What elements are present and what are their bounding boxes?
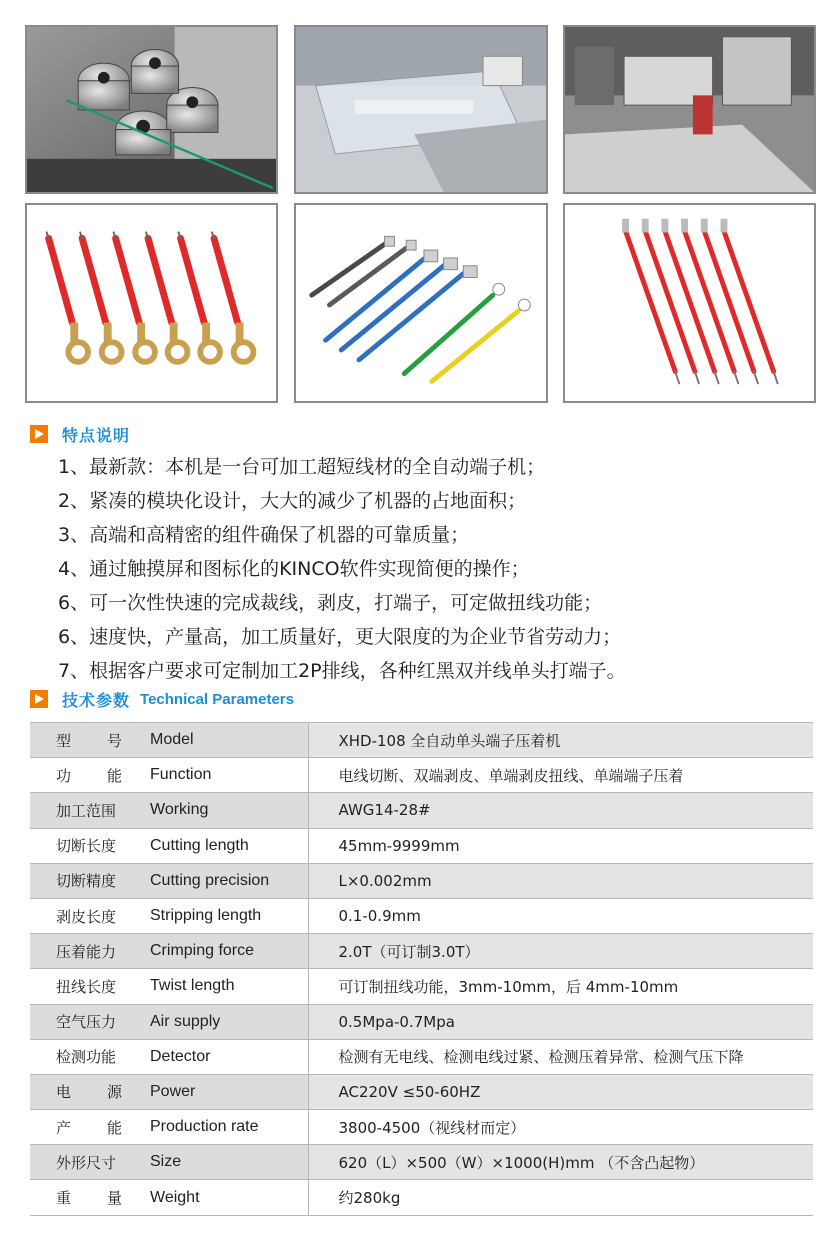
param-label-en: Size [150,1145,308,1180]
param-label-en: Detector [150,1039,308,1074]
params-heading [30,688,294,710]
features-heading [30,423,130,445]
table-row [30,828,813,863]
param-label-zh [30,723,150,758]
red-wire-pin-terminal-samples [563,203,816,403]
param-label-text: 检测功能 [56,1048,117,1067]
param-label-text: 加工范围 [56,801,117,820]
table-row [30,758,813,793]
feature-item: 3、高端和高精密的组件确保了机器的可靠质量； [58,524,470,546]
param-label-zh [30,1110,150,1145]
table-row [30,1110,813,1145]
table-row [30,898,813,933]
param-value: 45mm-9999mm [308,828,813,863]
feature-item: 2、紧凑的模块化设计，大大的减少了机器的占地面积； [58,490,527,512]
param-label-text: 切断精度 [56,872,117,891]
param-value: 可订制扭线功能，3mm-10mm，后 4mm-10mm [308,969,813,1004]
table-row [30,863,813,898]
crimping-unit-photo [563,25,816,194]
param-label-char: 型 [56,731,72,750]
param-label-char: 能 [106,766,122,785]
param-label-en: Cutting precision [150,863,308,898]
table-row [30,1074,813,1109]
param-label-zh [30,1004,150,1039]
param-label-text: 外形尺寸 [56,1153,117,1172]
mixed-wire-terminal-samples [294,203,548,403]
param-label-zh [30,898,150,933]
param-label-zh [30,969,150,1004]
param-label-char: 功 [56,766,72,785]
param-value: 3800-4500（视线材而定） [308,1110,813,1145]
table-row [30,1039,813,1074]
param-label-text: 空气压力 [56,1013,117,1032]
param-value: 2.0T（可订制3.0T） [308,934,813,969]
param-label-zh [30,934,150,969]
red-wire-ring-terminal-samples [25,203,278,403]
features-title: 特点说明 [62,425,131,445]
play-arrow-icon [30,425,48,443]
param-label-en: Production rate [150,1110,308,1145]
table-row [30,969,813,1004]
param-label-char: 量 [106,1189,122,1208]
param-label-zh [30,863,150,898]
param-label-en: Function [150,758,308,793]
param-value: 电线切断、双端剥皮、单端剥皮扭线、单端端子压着 [308,758,813,793]
param-label-zh [30,828,150,863]
params-title: 技术参数 [62,690,131,710]
params-subtitle: Technical Parameters [140,690,294,708]
param-label-zh [30,793,150,828]
param-label-char: 号 [106,731,122,750]
cutting-unit-photo [294,25,548,194]
param-label-en: Model [150,723,308,758]
feature-item: 6、可一次性快速的完成裁线，剥皮，打端子，可定做扭线功能； [58,592,603,614]
param-label-char: 产 [56,1118,72,1137]
param-label-zh [30,1074,150,1109]
param-label-en: Twist length [150,969,308,1004]
feature-item: 1、最新款：本机是一台可加工超短线材的全自动端子机； [58,456,546,478]
param-label-text: 扭线长度 [56,977,117,996]
param-label-en: Cutting length [150,828,308,863]
param-label-char: 电 [56,1083,72,1102]
wire-feed-rollers-photo [25,25,278,194]
table-row [30,1145,813,1180]
param-label-text: 切断长度 [56,837,117,856]
param-value: 620（L）×500（W）×1000(H)mm （不含凸起物） [308,1145,813,1180]
param-label-zh [30,758,150,793]
param-value: XHD-108 全自动单头端子压着机 [308,723,813,758]
play-arrow-icon [30,690,48,708]
param-value: 0.1-0.9mm [308,898,813,933]
param-label-en: Crimping force [150,934,308,969]
param-value: 约280kg [308,1180,813,1215]
table-row [30,1180,813,1215]
param-label-zh [30,1180,150,1215]
param-label-en: Power [150,1074,308,1109]
feature-item: 4、通过触摸屏和图标化的KINCO软件实现简便的操作； [58,558,530,580]
param-label-text: 剥皮长度 [56,907,117,926]
param-value: 0.5Mpa-0.7Mpa [308,1004,813,1039]
param-label-en: Working [150,793,308,828]
param-value: AWG14-28# [308,793,813,828]
param-label-zh [30,1039,150,1074]
param-value: L×0.002mm [308,863,813,898]
feature-item: 7、根据客户要求可定制加工2P排线，各种红黑双并线单头打端子。 [58,660,626,682]
param-label-char: 源 [106,1083,122,1102]
table-row [30,934,813,969]
param-value: AC220V ≤50-60HZ [308,1074,813,1109]
features-list [58,452,818,690]
param-label-en: Weight [150,1180,308,1215]
param-label-char: 能 [106,1118,122,1137]
table-row [30,723,813,758]
param-value: 检测有无电线、检测电线过紧、检测压着异常、检测气压下降 [308,1039,813,1074]
param-label-text: 压着能力 [56,942,117,961]
table-row [30,1004,813,1039]
param-label-en: Air supply [150,1004,308,1039]
feature-item: 6、速度快，产量高，加工质量好，更大限度的为企业节省劳动力； [58,626,622,648]
parameters-table [30,722,813,1216]
param-label-zh [30,1145,150,1180]
param-label-char: 重 [56,1189,72,1208]
param-label-en: Stripping length [150,898,308,933]
table-row [30,793,813,828]
